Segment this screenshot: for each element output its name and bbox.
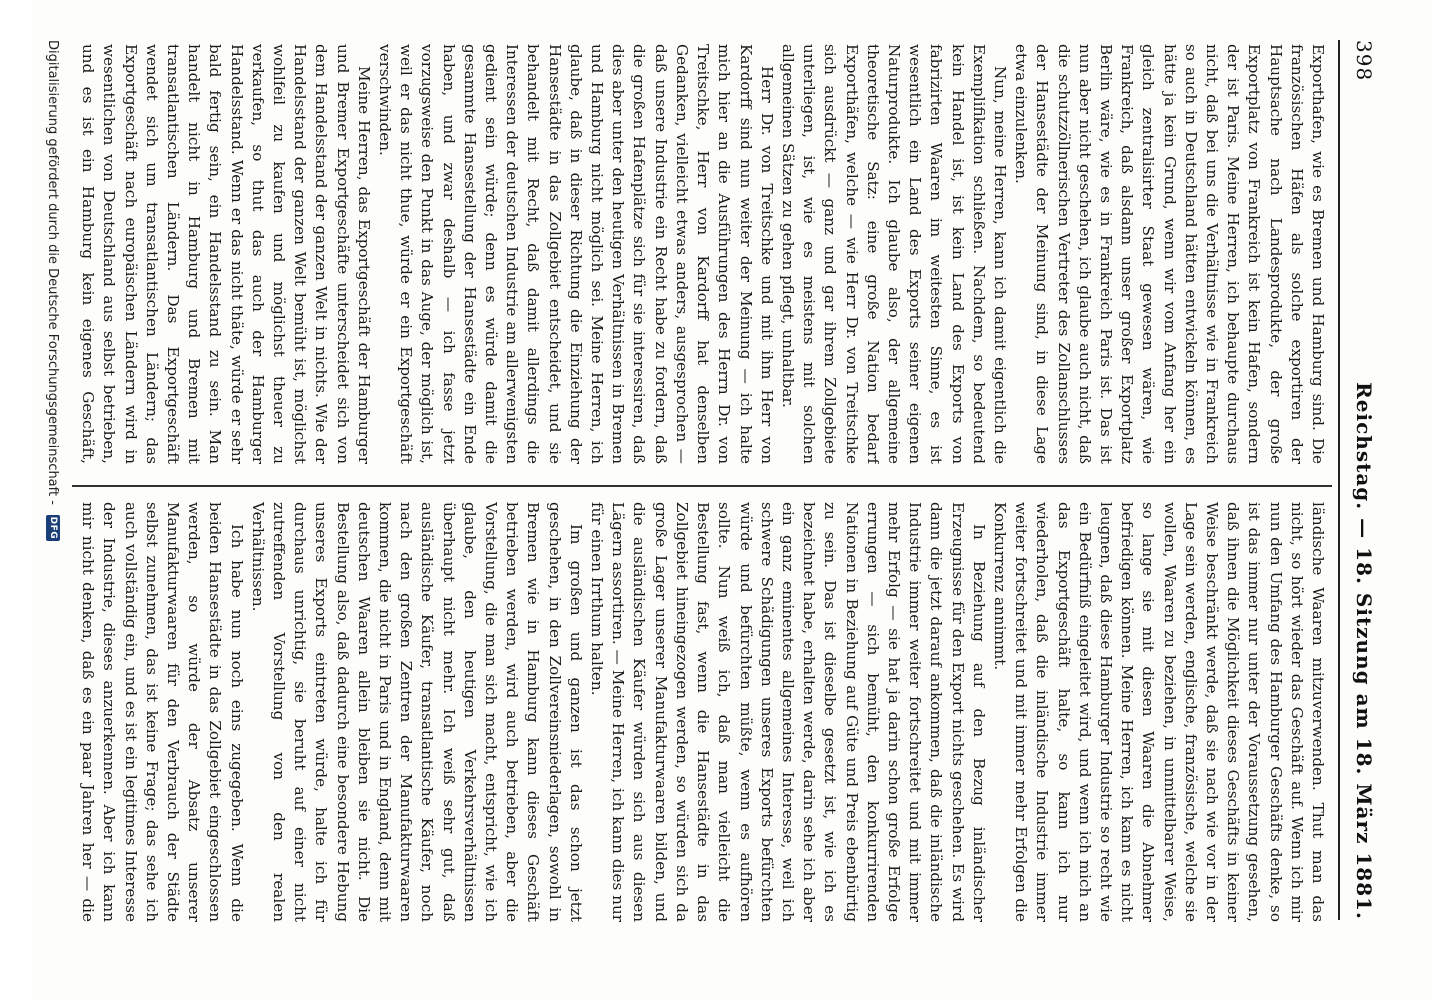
dfg-logo-text: DFG	[48, 516, 58, 540]
column-divider	[72, 485, 1332, 487]
page-title: Reichstag. — 18. Sitzung am 18. März 1881.	[1352, 382, 1376, 920]
paragraph: In Beziehung auf den Bezug inländischer Erzeugnisse für den Export nichts geschehen. Es wird dann die jetzt darauf ankommen, daß die inländische Industrie immer weiter fortschreitet und mit immer mehr Erfolg — sie hat ja darin schon große Erfolge errungen — sich bemüht, den konkurrirenden Nationen in Beziehung auf Güte und Preis ebenbürtig zu sein. Das ist dieselbe gesetzt ist, wie ich es bezeichnet habe, erhalten werde, darin sehe ich aber ein ganz eminentes allgemeines Interesse, weil ich schwere Schädigungen unseres Exports befürchten würde und befürchten müßte, wenn es aufhören sollte. Nun weiß ich, daß man vielleicht die Bestellung fast, wenn die Hansestädte in das Zollgebiet hineingezogen werden, so würden sich da große Lager unserer Manufakturwaaren bilden, und die ausländischen Käufer würden sich aus diesen Lägern assortiren. — Meine Herren, ich kann dies nur für einen Irrthum halten.	[588, 502, 988, 922]
paragraph: Meine Herren, das Exportgeschäft der Hamburger und Bremer Exportgeschäfte unterscheidet sich von dem Handelsstand der ganzen Welt in nichts. Wie der Handelsstand der ganzen Welt bemüht ist, möglichst wohlfeil zu kaufen und möglichst theuer zu verkaufen, so thut das auch der Hamburger Handelsstand. Wenn er das nicht thäte, würde er sehr bald fertig sein, ein Handelsstand zu sein. Man handelt nicht in Hamburg und Bremen mit transatlantischen Ländern. Das Exportgeschäft wendet sich um transatlantischen Ländern; das Exportgeschäft nach europäischen Ländern wird in wesentlichen von Deutschland aus selbst betrieben, und es ist ein Hamburg kein eigenes Geschäft,	[79, 44, 373, 464]
right-column	[78, 502, 1328, 922]
dfg-logo-icon	[46, 515, 60, 541]
left-column	[78, 44, 1328, 464]
paragraph: Im großen und ganzen ist das schon jetzt geschehen, in den Zollvereinsniederlagen, sowohl in Bremen wie in Hamburg kann dieses Geschäft betrieben werden, wird auch betrieben, aber die Vorstellung, die man sich macht, entspricht, wie ich glaube, den heutigen Verkehrsverhältnissen überhaupt nicht mehr. Ich weiß sehr gut, daß ausländische Käufer, transatlantische Käufer, noch nach den großen Zentren der Manufakturwaaren kommen, die nicht in Paris und in England, denn mit deutschen Waaren allein bleiben sie nicht. Die Bestellung also, daß dadurch eine besondere Hebung unseres Exports eintreten würde, halte ich für durchaus unrichtig, sie beruht auf einer nicht zutreffenden Vorstellung von den realen Verhältnissen.	[248, 502, 585, 922]
rotated-page	[32, 0, 1432, 1000]
page-number: 398	[1352, 40, 1376, 82]
paragraph: Exporthafen, wie es Bremen und Hamburg sind. Die französischen Häfen als solche exportiren der Hauptsache nach Landesprodukte, der große Exportplatz von Frankreich ist kein Hafen, sondern der ist Paris. Meine Herren, ich behaupte durchaus nicht, daß bei uns die Verhältnisse wie in Frankreich so auch in Deutschland hätten entwickeln können, es hätte ja kein Grund, wenn wir vom Anfang her ein gleich zentralisirter Staat gewesen wären, wie Frankreich, daß alsdann unser großer Exportplatz Berlin wäre, wie es in Frankreich Paris ist. Das ist nun aber nicht geschehen, ich glaube auch nicht, daß die schutzzöllnerischen Vertreter des Zollanschlusses der Hansestädte der Meinung sind, in diese Lage etwa einzulenken.	[1012, 44, 1327, 464]
header-rule	[1338, 40, 1340, 920]
credit-text: Digitalisierung gefördert durch die Deutsche Forschungsgemeinschaft -	[45, 40, 61, 505]
paragraph: Herr Dr. von Treitschke und mit ihm Herr von Kardorff sind nun weiter der Meinung — ich halte mich hier an die Ausführungen des Herrn Dr. von Treitschke, Herr von Kardorff hat denselben Gedanken, vielleicht etwas anders, ausgesprochen — daß unsere Industrie ein Recht habe zu fordern, daß die großen Hafenplätze sich für sie interessiren, daß dies aber unter den heutigen Verhältnissen in Bremen und Hamburg nicht möglich sei. Meine Herren, ich glaube, daß in dieser Richtung die Einziehung der Hansestädte in das Zollgebiet entscheidet, und sie behandelt mit Recht, daß damit allerdings die Interessen der deutschen Industrie am allerwenigsten gedient sein würde; denn es würde damit die gesammte Hansestellung der Hansestädte ein Ende haben, und zwar deshalb — ich fasse jetzt vorzugsweise den Punkt in das Auge, der möglich ist, weil er das nicht thue, würde er ein Exportgeschäft verschwinden.	[376, 44, 776, 464]
page-header	[1344, 40, 1384, 920]
paragraph: Ich habe nun noch eins zugegeben. Wenn die beiden Hansestädte in das Zollgebiet eingeschlossen werden, so würde der Absatz unserer Manufakturwaaren für den Verbrauch der Städte selbst zunehmen, das ist keine Frage; das sehe ich auch vollständig ein, und es ist ein legitimes Interesse der Industrie, dieses anzuerkennen. Aber ich kann mir nicht denken, daß es ein paar Jahren her — die	[79, 502, 246, 922]
paragraph: Nun, meine Herren, kann ich damit eigentlich die Exemplifikation schließen. Nachdem, so bedeutend kein Handel ist, ist kein Land des Exports von fabrizirten Waaren im weitesten Sinne, es ist wesentlich ein Land des Exports seiner eigenen Naturprodukte. Ich glaube also, der allgemeine theoretische Satz: eine große Nation bedarf Exporthäfen, welche — wie Herr Dr. von Treitschke sich ausdrückt — ganz und gar ihrem Zollgebiete unterliegen, ist, wie es meistens mit solchen allgemeinen Sätzen zu gehen pflegt, unhaltbar.	[778, 44, 1009, 464]
paragraph: ländische Waaren mitzuverwenden. Thut man das nicht, so hört wieder das Geschäft auf. Wenn ich mir nun den Umfang des Hamburger Geschäfts denke, so ist das immer nur unter der Voraussetzung gesehen, daß ihnen die Möglichkeit dieses Geschäfts in keiner Weise beschränkt werde, daß sie nach wie vor in der Lage sein werden, englische, französische, welche sie wollen, Waaren zu beziehen, in unmittelbarer Weise, so lange sie mit diesen Waaren die Abnehmer befriedigen können. Meine Herren, ich kann es nicht leugnen, daß diese Hamburger Industrie so recht wie ein Bedürfniß eingeleitet wird, und wenn ich mich an das Exportgeschäft halte, so kann ich nur wiederholen, daß die inländische Industrie immer weiter fortschreitet und mit immer mehr Erfolgen die Konkurrenz annimmt.	[990, 502, 1327, 922]
digitization-credit	[40, 40, 66, 940]
